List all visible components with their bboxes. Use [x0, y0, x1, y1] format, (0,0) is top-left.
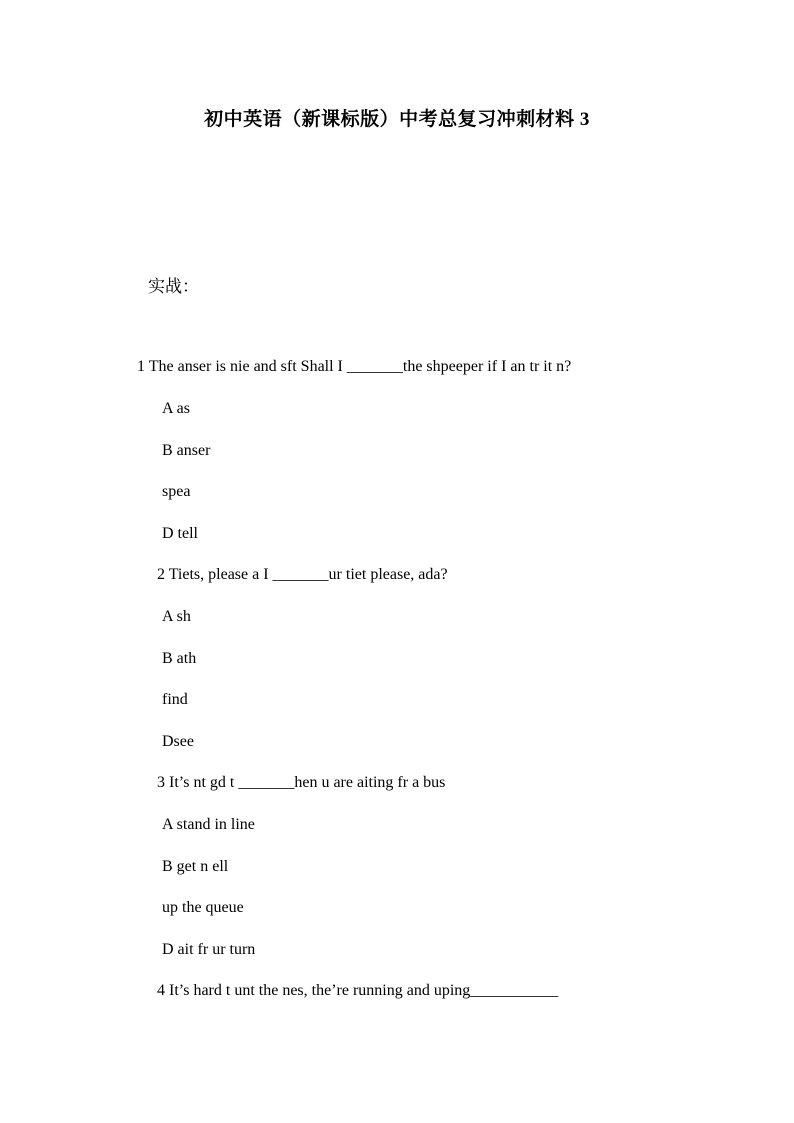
question-1-option-a: A as [162, 400, 190, 417]
question-1-option-b: B anser [162, 442, 211, 459]
question-4-stem: 4 It’s hard t unt the nes, the’re running and uping___________ [157, 982, 559, 999]
question-2-option-a: A sh [162, 608, 191, 625]
question-3-option-a: A stand in line [162, 816, 255, 833]
question-1-option-c: spea [162, 483, 191, 500]
question-3-option-d: D ait fr ur turn [162, 941, 256, 958]
question-2-option-d: Dsee [162, 733, 194, 750]
question-3-stem: 3 It’s nt gd t _______hen u are aiting fr a bus [157, 774, 446, 791]
question-3-option-b: B get n ell [162, 858, 229, 875]
question-3-option-c: up the queue [162, 899, 244, 916]
section-label: 实战： [148, 277, 199, 296]
question-2-option-b: B ath [162, 650, 197, 667]
question-1-stem: 1 The anser is nie and sft Shall I _______the shpeeper if I an tr it n? [137, 358, 572, 375]
question-2-stem: 2 Tiets, please a I _______ur tiet please, ada? [157, 566, 448, 583]
document-title: 初中英语（新课标版）中考总复习冲刺材料 3 [204, 109, 590, 130]
question-1-option-d: D tell [162, 525, 198, 542]
question-2-option-c: find [162, 691, 188, 708]
